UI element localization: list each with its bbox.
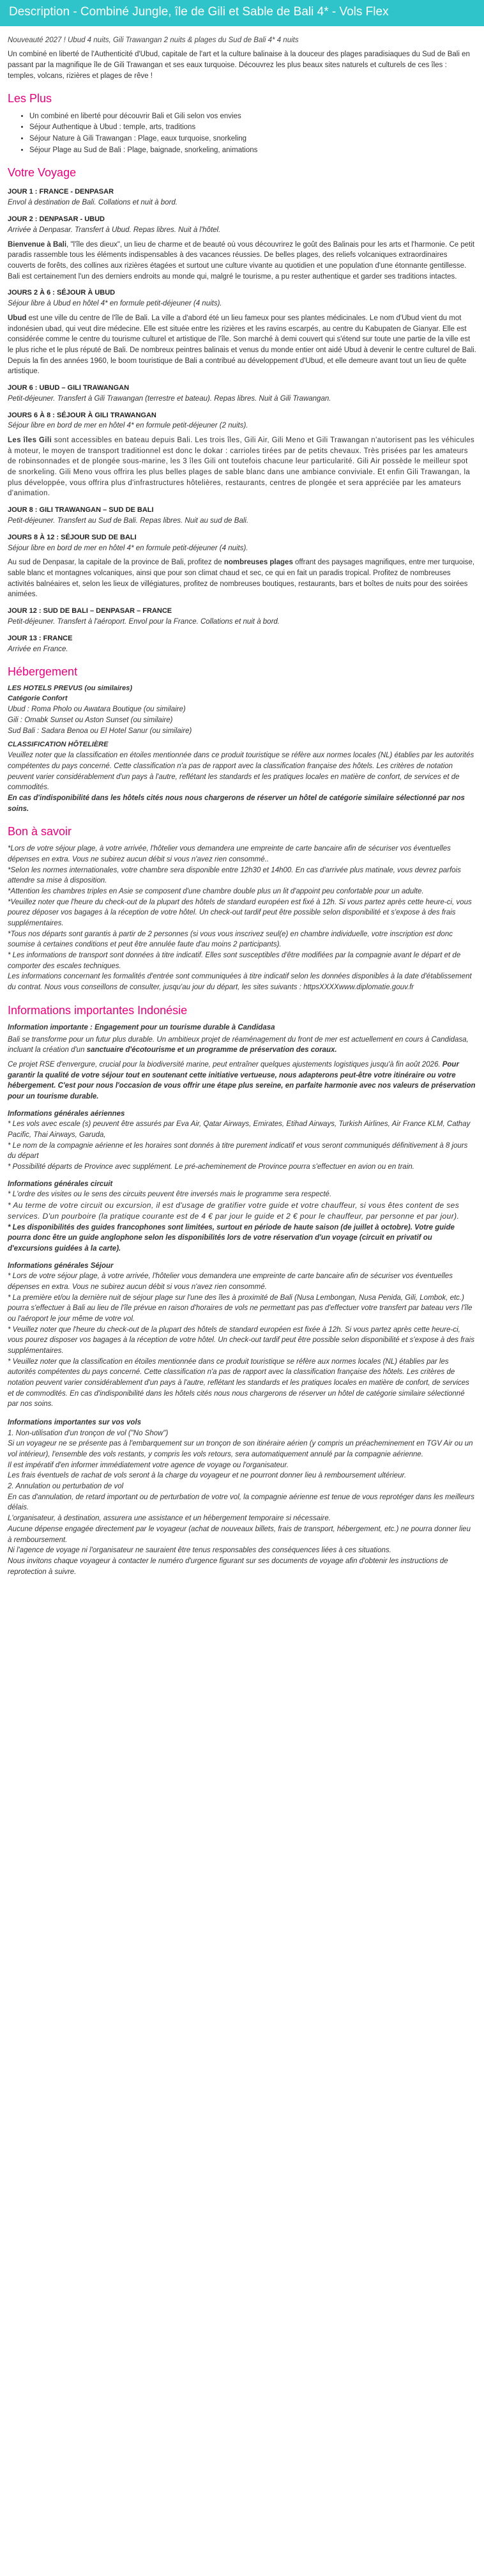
intro-subtitle: Nouveauté 2027 ! Ubud 4 nuits, Gili Trawangan 2 nuits & plages du Sud de Bali 4* 4 nuits — [8, 36, 299, 44]
vol-text: * Les vols avec escale (s) peuvent être assurés par Eva Air, Qatar Airways, Emirates, Etihad Airways, Turkish Airlines, Air France KLM, Cathay Pacific, Thai Airways, Garuda, * Le nom de la compagnie aérienne et les horaires sont donnés à titre purement indicatif et vous seront communiqués définitivement à 8 jours du départ * Possibilité départs de Province avec supplément. Le pré-acheminement de Province pourra s'effectuer en avion ou en train. — [8, 1120, 471, 1171]
intro-text: Un combiné en liberté de l'Authenticité d'Ubud, capitale de l'art et la culture balinaise à la douceur des plages paradisiaques du Sud de Bali en passant par la magnifique île de Gili Trawangan et ses eaux turquoise. Découvrez les plus beaux sites naturels et culturels de ces îles : temples, volcans, rizières et plages de rêve ! — [8, 50, 470, 80]
savoir-text: *Lors de votre séjour plage, à votre arrivée, l'hôtelier vous demandera une empreinte de carte bancaire afin de sécuriser vos éventuelles dépenses en extra. Vous ne subirez aucun débit si vous n'avez rien consommé.. *Selon les normes internationales, votre chambre sera disponible entre 12h30 et 14h00. En cas d'arrivée plus matinale, vous devrez parfois attendre sa mise à disposition. *Attention les chambres triples en Asie se composent d'une chambre double plus un lit d'appoint peu confortable pour un adulte. *Veuillez noter que l'heure du check-out de la plupart des hôtels de standard européen est fixé à 12h. Si vous partez après cette heure-ci, vous pourez déposer vos bagages à la réception de votre hôtel. Un check-out tardif peut être possible selon disponibilité et s'expose à des frais supplémentaires. *Tous nos départs sont garantis à partir de 2 personnes (si vous vous inscrivez seul(e) en chambre individuelle, votre inscription est donc soumise à certaines conditions et peut être annulée faute d'au moins 2 participants). * Les informations de transport sont données à titre indicatif. Elles sont susceptibles d'être modifiées par la compagnie avant le départ et de comporter des escales techniques. Les informations concernant les formalités d'entrée sont communiquées à titre indicatif selon les données disponibles à la date d'établissement du contrat. Nous vous conseillons de consulter, jusqu'au jour du départ, les sites suivants : httpsXXXXwww.diplomatie.gouv.fr — [8, 845, 472, 992]
bienvenue-paragraph — [8, 240, 476, 282]
day-text: Séjour libre à Ubud en hôtel 4* en formule petit-déjeuner (4 nuits). — [8, 300, 222, 308]
engagement-paragraph — [8, 1035, 476, 1056]
day-title: JOUR 13 : FRANCE — [8, 634, 73, 642]
hotel-ubud: Ubud : Roma Pholo ou Awatara Boutique (ou similaire) — [8, 706, 186, 714]
gili-text: sont accessibles en bateau depuis Bali. Les trois îles, Gili Air, Gili Meno et Gili Trawangan n'autorisent pas les véhicules à moteur, le moyen de transport traditionnel est donc le dokar : carrioles tirées par de petits chevaux. Très prisées par les amateurs de robinsonnades et de plongée sous-marine, les 3 îles Gili ont toutefois chacune leur particularité. Gili Air possède le meilleur spot de snorkeling. Gili Meno vous offrira les plus belles plages de sable blanc dans une ambiance conviviale. Et enfin Gili Trawangan, la plus développée, vous offrira plus d'infrastructures hôtelières, restaurants, centres de plongée et sera appréciée par les amateurs d'animation. — [8, 436, 475, 498]
vol-title: Informations générales aériennes — [8, 1109, 125, 1118]
day-title: JOUR 6 : UBUD – GILI TRAWANGAN — [8, 383, 130, 392]
circuit-text-1: * L'ordre des visites ou le sens des circuits peuvent être inversés mais le programme sera respecté. — [8, 1191, 332, 1199]
sud-paragraph — [8, 557, 476, 600]
hotel-sud: Sud Bali : Sadara Benoa ou El Hotel Sanur (ou similaire) — [8, 727, 192, 735]
ubud-text: est une ville du centre de l'île de Bali. La ville a d'abord été un lieu fameux pour ses plantes médicinales. Le nom d'Ubud vient du mot indonésien ubad, qui veut dire médecine. Elle est située entre les rizières et les ravins escarpés, au centre du Kabupaten de Gianyar. Elle est considérée comme le centre du tourisme culturel et artistique de l'île. Son marché à demi couvert qui s'étend sur toute une partie de la ville est le plus riche et le plus réputé de Bali. De nombreux peintres balinais et venus du monde entier ont aidé Ubud à devenir le centre culturel de Bali. Depuis la fin des années 1960, le boom touristique de Bali a contribué au développement d'Ubud, et elle demeure avant tout un lieu de quête artistique. — [8, 314, 476, 376]
section-hebergement-heading: Hébergement — [8, 665, 78, 679]
engagement-bold: sanctuaire d'écotourisme et un programme de préservation des coraux. — [86, 1046, 337, 1054]
plus-list — [8, 111, 476, 156]
classification-bold: En cas d'indisponibilité dans les hôtels cités nous nous chargerons de réserver un hôtel de catégorie similaire sélectionné par nos soins. — [8, 794, 465, 813]
day-title: JOUR 1 : FRANCE - DENPASAR — [8, 188, 114, 196]
sejour-title: Informations générales Séjour — [8, 1261, 114, 1270]
day-text: Petit-déjeuner. Transfert à Gili Trawangan (terrestre et bateau). Repas libres. Nuit à Gili Trawangan. — [8, 394, 331, 403]
engagement-text-a: Bali se transforme pour un futur plus durable. Un ambitieux projet de réaménagement du front de mer est actuellement en cours à Candidasa, incluant la création d'un — [8, 1035, 469, 1054]
day-title: JOUR 2 : DENPASAR - UBUD — [8, 215, 105, 223]
gili-paragraph — [8, 435, 476, 499]
section-savoir-heading: Bon à savoir — [8, 825, 72, 838]
list-item: • Un combiné en liberté pour découvrir Bali et Gili selon vos envies — [29, 111, 476, 122]
ubud-paragraph — [8, 313, 476, 377]
engagement-title: Information importante : Engagement pour un tourisme durable à Candidasa — [8, 1023, 275, 1031]
sud-bold: nombreuses plages — [223, 559, 293, 567]
sejour-text: * Lors de votre séjour plage, à votre arrivée, l'hôtelier vous demandera une empreinte de carte bancaire afin de sécuriser vos éventuelles dépenses en extra. Vous ne subirez aucun débit si vous n'avez rien consommé. * La première et/ou la dernière nuit de séjour plage sur l'une des îles à proximité de Bali (Nusa Lembongan, Nusa Penida, Gili, Lombok, etc.) pourra s'effectuer à Bali au lieu de l'île prévue en raison d'horaires de vols ne permettant pas pas d'effectuer votre transfert par bateau vers l'île ou l'aéroport le jour même de votre vol. * Veuillez noter que l'heure du check-out de la plupart des hôtels de standard européen est fixée à 12h. Si vous partez après cette heure-ci, vous pourez disposer vos bagages à la réception de votre hôtel. Un check-out tardif peut être possible selon disponibilité et s'expose à des frais supplémentaires. * Veuillez noter que la classification en étoiles mentionnée dans ce produit touristique se réfère aux normes locales (NL) établies par les autorités compétentes du pays concerné. Cette classification n'a pas de rapport avec la classification française des hôtels. Les critères de notation peuvent varier considérablement d'un pays à l'autre, reflétant les standards et les pratiques locales en matière de confort, de services et de commodités. En cas d'indisponibilité dans les hôtels cités nous nous chargerons de réserver un hôtel de catégorie similaire sélectionné par nos soins. — [8, 1272, 474, 1408]
classification-title: CLASSIFICATION HÔTELIÈRE — [8, 741, 109, 749]
list-item: • Séjour Plage au Sud de Bali : Plage, baignade, snorkeling, animations — [29, 145, 476, 156]
day-text: Envol à destination de Bali. Collations et nuit à bord. — [8, 199, 178, 207]
section-plus-heading: Les Plus — [8, 92, 52, 105]
day-title: JOUR 8 : GILI TRAWANGAN – SUD DE BALI — [8, 506, 154, 514]
list-item: • Séjour Nature à Gili Trawangan : Plage, eaux turquoise, snorkeling — [29, 134, 476, 144]
ubud-lead: Ubud — [8, 314, 27, 322]
hotel-gili: Gili : Omabk Sunset ou Aston Sunset (ou similaire) — [8, 716, 173, 724]
day-title: JOUR 12 : SUD DE BALI – DENPASAR – FRANCE — [8, 607, 172, 615]
page-title: Description - Combiné Jungle, île de Gili et Sable de Bali 4* - Vols Flex — [0, 0, 484, 26]
list-item: • Séjour Authentique à Ubud : temple, arts, traditions — [29, 122, 476, 133]
circuit-title: Informations générales circuit — [8, 1180, 113, 1188]
circuit-text-2: * Au terme de votre circuit ou excursion, il est d'usage de gratifier votre guide et votre chauffeur, si vous êtes content de ses services. D'un pourboire (la pratique courante est de 4 € par jour le guide et 2 € pour le chauffeur, par personne et par jour). — [8, 1200, 460, 1221]
circuit-text-3: * Les disponibilités des guides francophones sont limitées, surtout en période de haute saison (de juillet à octobre). Votre guide pourra donc être un guide anglophone selon les disponibilités lors de votre réservation d'un voyage (circuit en privatif ou d'excursions guidées à la carte). — [8, 1223, 455, 1253]
transport-title: Informations importantes sur vos vols — [8, 1419, 141, 1427]
sud-text-a: Au sud de Denpasar, la capitale de la province de Bali, profitez de — [8, 559, 224, 567]
sud-text-b: offrant des paysages magnifiques, entre mer turquoise, sable blanc et montagnes volcaniques, ainsi que pour son climat chaud et sec, ce qui en fait un paradis tropical. Profitez de nombreuses activités balnéaires et, selon les lieux de villégiatures, profitez de nombreuses boutiques, restaurants, bars et boîtes de nuits pour des soirées animées. — [8, 559, 475, 599]
day-text: Arrivée à Denpasar. Transfert à Ubud. Repas libres. Nuit à l'hôtel. — [8, 226, 221, 234]
day-text: Séjour libre en bord de mer en hôtel 4* en formule petit-déjeuner (4 nuits). — [8, 544, 248, 552]
day-title: JOURS 2 À 6 : SÉJOUR À UBUD — [8, 289, 116, 297]
content — [0, 26, 484, 1577]
engagement-paragraph-2 — [8, 1060, 476, 1102]
day-text: Petit-déjeuner. Transfert au Sud de Bali. Repas libres. Nuit au sud de Bali. — [8, 517, 249, 525]
day-title: JOURS 8 À 12 : SÉJOUR SUD DE BALI — [8, 533, 137, 541]
day-text: Arrivée en France. — [8, 645, 68, 653]
day-text: Petit-déjeuner. Transfert à l'aéroport. Envol pour la France. Collations et nuit à bord. — [8, 618, 280, 626]
gili-lead: Les îles Gili — [8, 436, 52, 445]
engagement-bold-2: Pour garantir la qualité de votre séjour tout en soutenant cette initiative vertueuse, nous adapterons peut-être votre itinéraire ou votre hébergement. C'est pour nous l'occasion de vous offrir une étape plus sereine, en parfaite harmonie avec nos valeurs de préservation pour un tourisme durable. — [8, 1060, 476, 1100]
bienvenue-lead: Bienvenue à Bali — [8, 240, 67, 249]
engagement-text-b: Ce projet RSE d'envergure, crucial pour la biodiversité marine, peut entraîner quelques ajustements logistiques jusqu'à fin août 2026. — [8, 1060, 442, 1068]
day-title: JOURS 6 À 8 : SÉJOUR À GILI TRAWANGAN — [8, 411, 156, 419]
section-voyage-heading: Votre Voyage — [8, 166, 77, 180]
hotels-categorie: Catégorie Confort — [8, 695, 68, 703]
bienvenue-text: , "l'île des dieux", un lieu de charme et de beauté où vous découvrirez le goût des Balinais pour les arts et l'harmonie. Ce petit paradis rassemble tous les éléments indispensables à des vacances réussies. De belles plages, des reliefs volcaniques extraordinaires couverts de forêts, des collines aux rizières étagées et surtout une culture vivante au quotidien et une population d'une étonnante gentillesse. Bali est certainement l'un des derniers endroits au monde qui, malgré le tourisme, a pu rester authentique et garder ses traditions intactes. — [8, 240, 475, 281]
hotels-prevus-title: LES HOTELS PREVUS (ou similaires) — [8, 684, 132, 693]
classification-text: Veuillez noter que la classification en étoiles mentionnée dans ce produit touristique se réfère aux normes locales (NL) établies par les autorités compétentes du pays concerné. Cette classification n'a pas de rapport avec la classification française des hôtels. Les critères de notation peuvent varier considérablement d'un pays à l'autre, reflétant les standards et les pratiques locales en matière de confort, de services et de commodités. — [8, 752, 474, 792]
section-infos-heading: Informations importantes Indonésie — [8, 1003, 188, 1017]
transport-text: 1. Non-utilisation d'un tronçon de vol ("No Show") Si un voyageur ne se présente pas à l'embarquement sur un tronçon de son itinéraire aérien (y compris un préacheminement en TGV Air ou un vol intérieur), l'ensemble des vols restants, y compris les vols retours, sera automatiquement annulé par la compagnie aérienne. Il est impératif d'en informer immédiatement votre agence de voyage ou l'organisateur. Les frais éventuels de rachat de vols seront à la charge du voyageur et ne pourront donner lieu à remboursement ultérieur. 2. Annulation ou perturbation de vol En cas d'annulation, de retard important ou de perturbation de votre vol, la compagnie aérienne est tenue de vous reprotéger dans les meilleurs délais. L'organisateur, à destination, assurera une assistance et un hébergement temporaire si nécessaire. Aucune dépense engagée directement par le voyageur (achat de nouveaux billets, frais de transport, hébergement, etc.) ne pourra donner lieu à remboursement. Ni l'agence de voyage ni l'organisateur ne sauraient être tenus responsables des conséquences liées à ces situations. Nous invitons chaque voyageur à contacter le numéro d'urgence figurant sur ses documents de voyage afin d'obtenir les instructions de reprotection à suivre. — [8, 1429, 474, 1576]
day-text: Séjour libre en bord de mer en hôtel 4* en formule petit-déjeuner (2 nuits). — [8, 422, 248, 430]
